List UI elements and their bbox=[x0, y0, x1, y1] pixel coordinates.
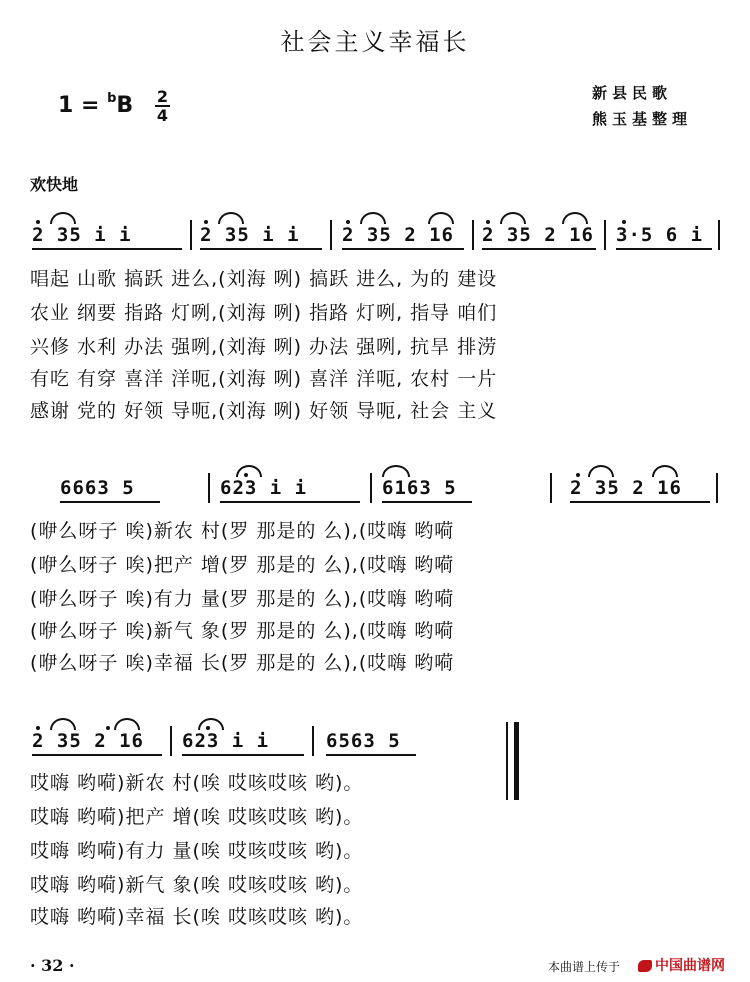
barline bbox=[718, 220, 720, 250]
measure: 2 35 2 16 bbox=[570, 477, 682, 499]
time-bottom: 4 bbox=[156, 106, 168, 125]
time-top: 2 bbox=[156, 87, 168, 106]
octave-dot bbox=[204, 220, 208, 224]
lyric-line: (咿么呀子 唉)新气 象(罗 那是的 么),(哎嗨 哟嗬 bbox=[30, 620, 455, 642]
lyric-line: 哎嗨 哟嗬)幸福 长(唉 哎咳哎咳 哟)。 bbox=[30, 906, 364, 928]
barline bbox=[330, 220, 332, 250]
lyric-line: 哎嗨 哟嗬)新农 村(唉 哎咳哎咳 哟)。 bbox=[30, 772, 364, 794]
lyric-line: 感谢 党的 好领 导呃,(刘海 咧) 好领 导呃, 社会 主义 bbox=[30, 400, 498, 422]
lyric-line: 唱起 山歌 搞跃 进么,(刘海 咧) 搞跃 进么, 为的 建设 bbox=[30, 268, 498, 290]
lyric-line: (咿么呀子 唉)有力 量(罗 那是的 么),(哎嗨 哟嗬 bbox=[30, 588, 455, 610]
slur bbox=[500, 212, 526, 224]
slur bbox=[114, 718, 140, 730]
octave-dot bbox=[244, 473, 248, 477]
barline bbox=[716, 473, 718, 503]
lyric-line: 农业 纲要 指路 灯咧,(刘海 咧) 指路 灯咧, 指导 咱们 bbox=[30, 302, 498, 324]
barline bbox=[170, 726, 172, 756]
beat-underline bbox=[182, 754, 304, 756]
beat-underline bbox=[32, 248, 182, 250]
slur bbox=[360, 212, 386, 224]
octave-dot bbox=[576, 473, 580, 477]
measure: 623 i i bbox=[220, 477, 308, 499]
slur bbox=[382, 465, 410, 477]
measure: 623 i i bbox=[182, 730, 270, 752]
measure: 2 35 2 16 bbox=[342, 224, 454, 246]
lyric-line: (咿么呀子 唉)把产 增(罗 那是的 么),(哎嗨 哟嗬 bbox=[30, 554, 455, 576]
beat-underline bbox=[220, 501, 360, 503]
measure: 2 35 i i bbox=[32, 224, 132, 246]
beat-underline bbox=[482, 248, 596, 250]
octave-dot bbox=[106, 726, 110, 730]
lyric-line: 哎嗨 哟嗬)把产 增(唉 哎咳哎咳 哟)。 bbox=[30, 806, 364, 828]
beat-underline bbox=[382, 501, 472, 503]
credit-arranger: 熊玉基整理 bbox=[592, 110, 693, 128]
measure: 2 35 i i bbox=[200, 224, 300, 246]
beat-underline bbox=[32, 754, 162, 756]
slur bbox=[218, 212, 244, 224]
slur bbox=[50, 718, 76, 730]
tempo-marking: 欢快地 bbox=[30, 175, 79, 194]
octave-dot bbox=[346, 220, 350, 224]
slur bbox=[236, 465, 262, 477]
slur bbox=[652, 465, 678, 477]
slur bbox=[588, 465, 614, 477]
lyric-line: 哎嗨 哟嗬)新气 象(唉 哎咳哎咳 哟)。 bbox=[30, 874, 364, 896]
site-logo bbox=[638, 955, 725, 975]
barline bbox=[550, 473, 552, 503]
beat-underline bbox=[342, 248, 464, 250]
flat-sign: b bbox=[107, 91, 117, 106]
measure: 6163 5 bbox=[382, 477, 457, 499]
slur bbox=[50, 212, 76, 224]
measure: 6563 5 bbox=[326, 730, 401, 752]
octave-dot bbox=[486, 220, 490, 224]
lyric-line: 兴修 水利 办法 强咧,(刘海 咧) 办法 强咧, 抗旱 排涝 bbox=[30, 336, 498, 358]
beat-underline bbox=[616, 248, 712, 250]
lyric-line: 有吃 有穿 喜洋 洋呃,(刘海 咧) 喜洋 洋呃, 农村 一片 bbox=[30, 368, 498, 390]
slur bbox=[198, 718, 224, 730]
beat-underline bbox=[326, 754, 416, 756]
lyric-line: (咿么呀子 唉)新农 村(罗 那是的 么),(哎嗨 哟嗬 bbox=[30, 520, 455, 542]
barline bbox=[370, 473, 372, 503]
beat-underline bbox=[570, 501, 710, 503]
final-barline bbox=[506, 722, 519, 800]
beat-underline bbox=[200, 248, 322, 250]
lyric-line: 哎嗨 哟嗬)有力 量(唉 哎咳哎咳 哟)。 bbox=[30, 840, 364, 862]
page-number: · 32 · bbox=[30, 956, 75, 975]
barline bbox=[604, 220, 606, 250]
site-logo-name-2: 曲谱网 bbox=[683, 958, 725, 974]
beat-underline bbox=[60, 501, 160, 503]
site-logo-icon bbox=[638, 960, 652, 972]
upload-watermark: 本曲谱上传于 bbox=[548, 960, 621, 974]
measure: 2 35 2 16 bbox=[32, 730, 144, 752]
measure: 2 35 2 16 bbox=[482, 224, 594, 246]
barline bbox=[208, 473, 210, 503]
time-signature bbox=[155, 88, 170, 124]
song-title: 社会主义幸福长 bbox=[280, 28, 470, 56]
octave-dot bbox=[622, 220, 626, 224]
measure: 3·5 6 i bbox=[616, 224, 704, 246]
key-signature bbox=[58, 88, 170, 124]
octave-dot bbox=[36, 220, 40, 224]
octave-dot bbox=[206, 726, 210, 730]
slur bbox=[428, 212, 454, 224]
barline bbox=[472, 220, 474, 250]
barline bbox=[312, 726, 314, 756]
octave-dot bbox=[36, 726, 40, 730]
site-logo-name: 中国 bbox=[655, 958, 683, 974]
slur bbox=[562, 212, 588, 224]
credit-origin: 新县民歌 bbox=[592, 84, 673, 102]
lyric-line: (咿么呀子 唉)幸福 长(罗 那是的 么),(哎嗨 哟嗬 bbox=[30, 652, 455, 674]
key-prefix: 1 = bbox=[58, 93, 100, 118]
barline bbox=[190, 220, 192, 250]
measure: 6663 5 bbox=[60, 477, 135, 499]
key-note: B bbox=[116, 93, 134, 118]
